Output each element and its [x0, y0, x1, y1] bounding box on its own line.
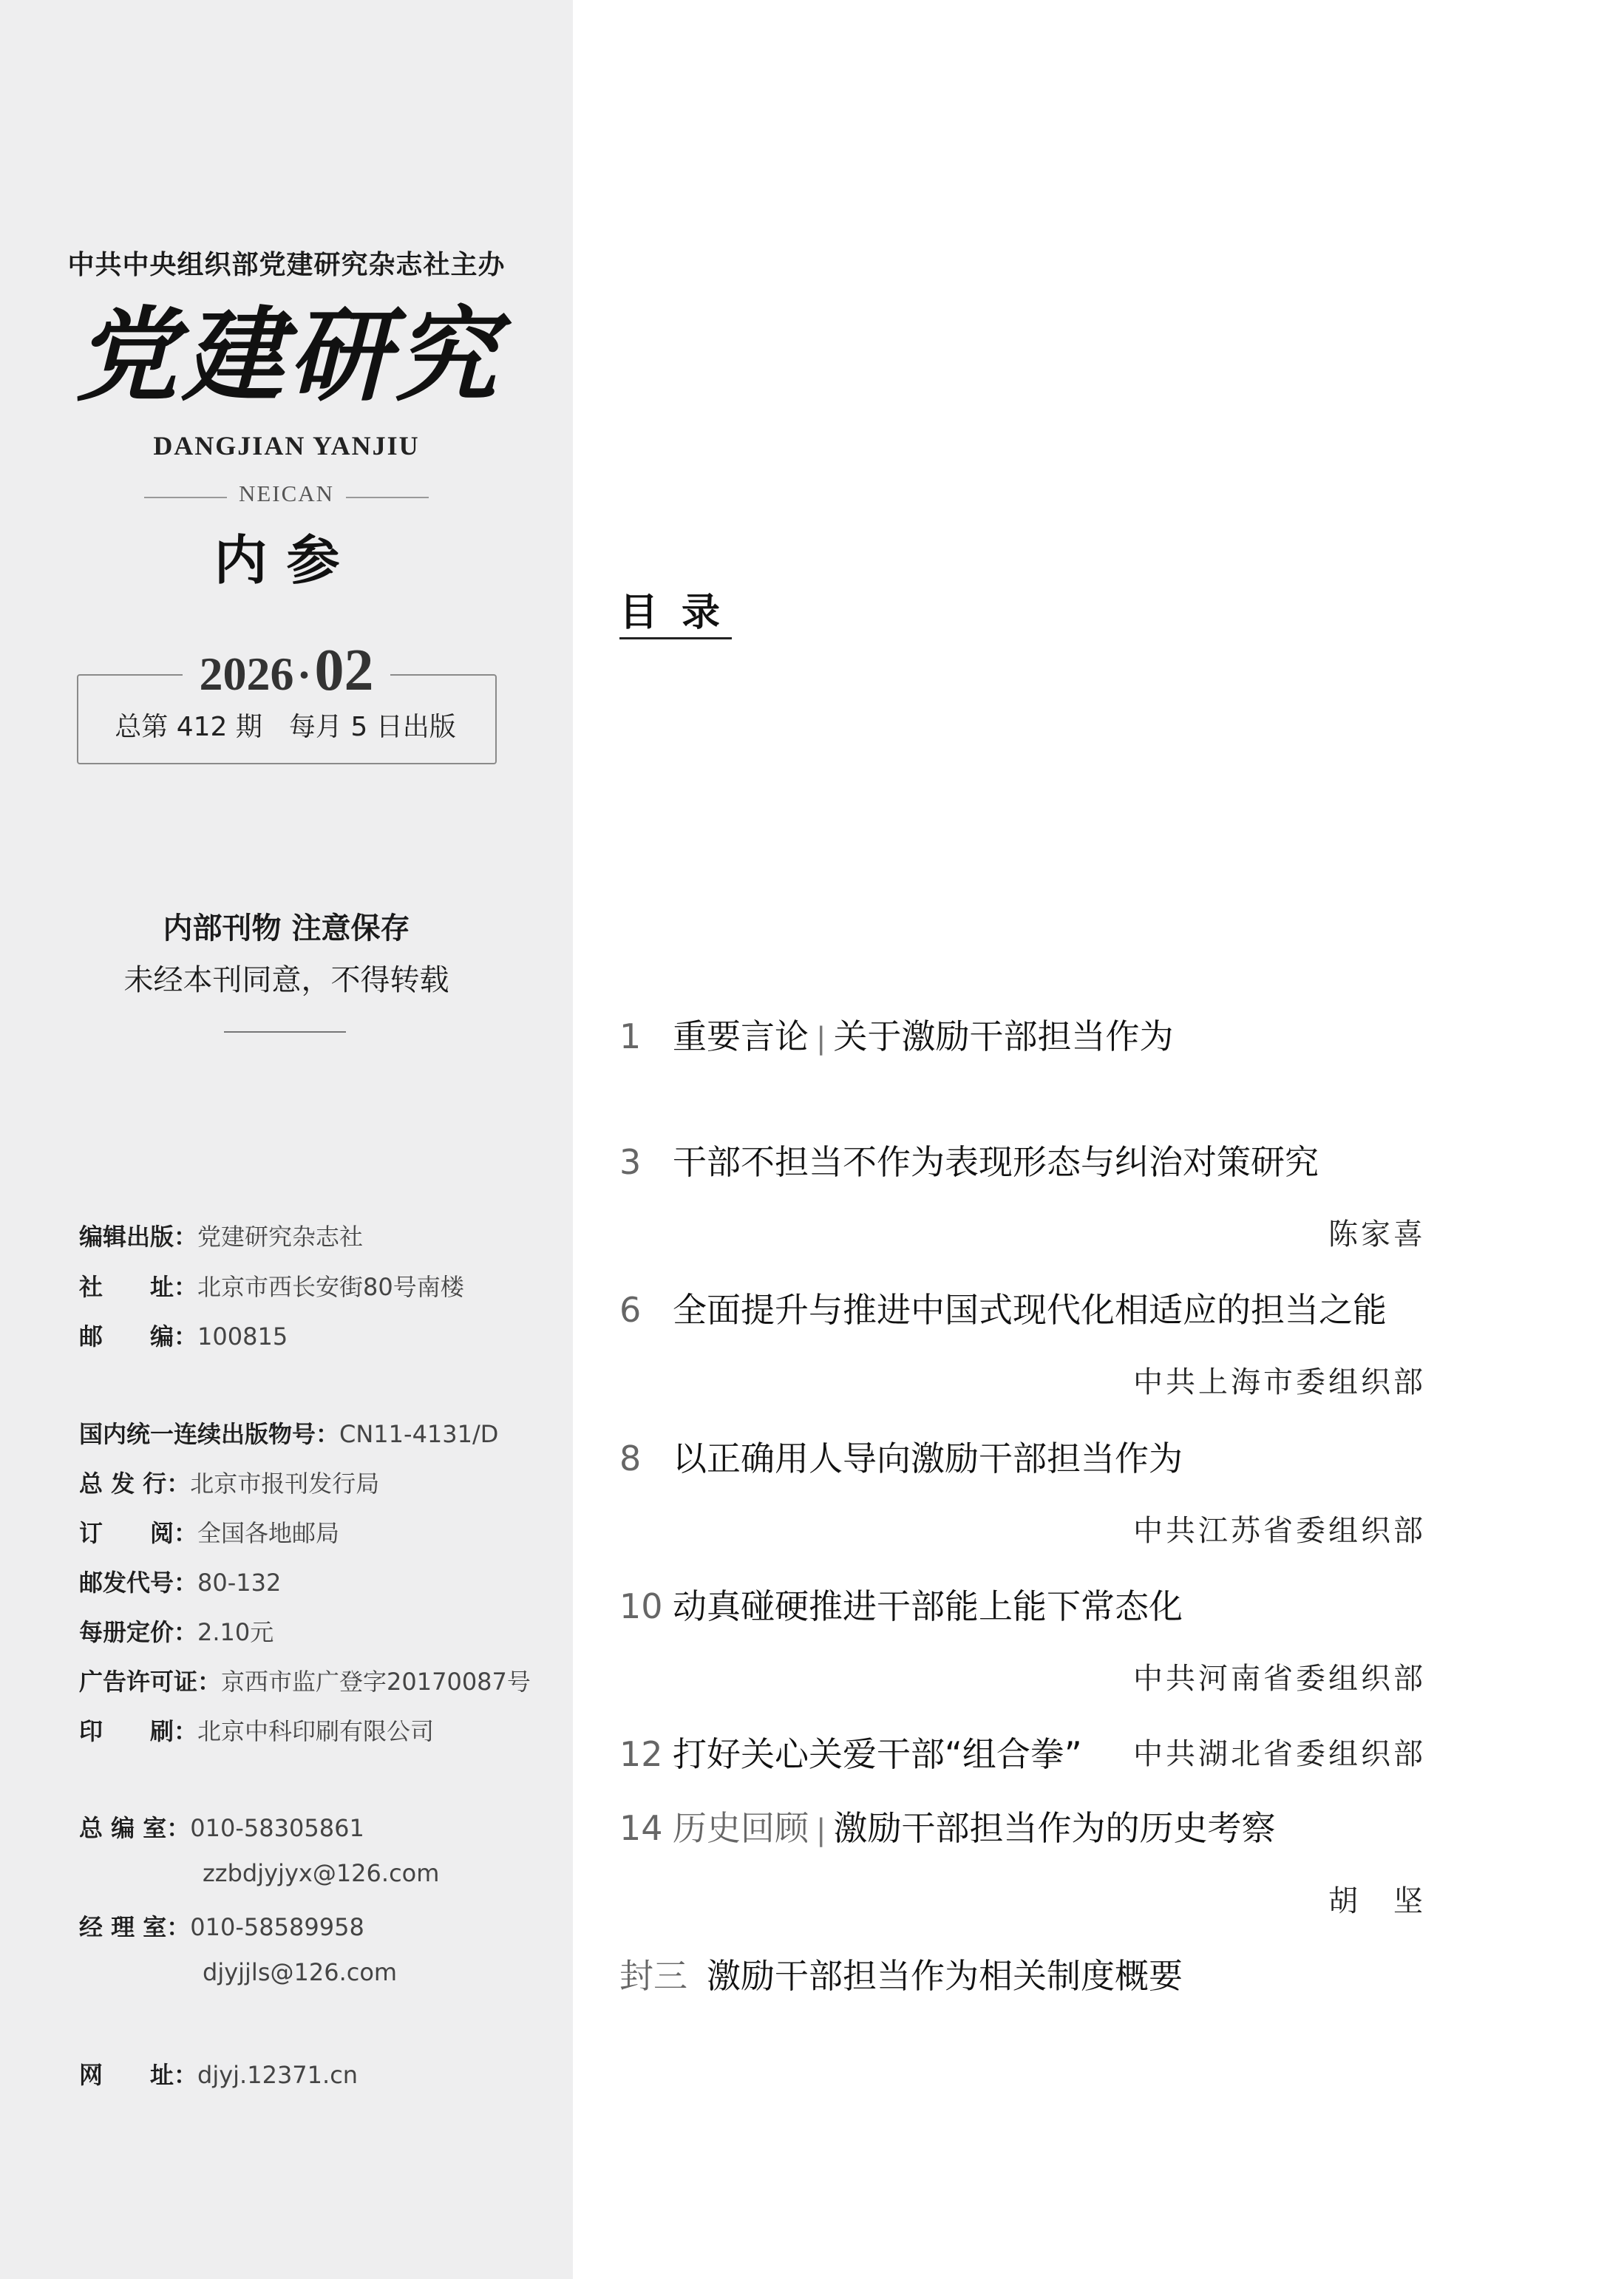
info-postal-code: 邮发代号：80-132: [79, 1569, 282, 1597]
notice-divider: [224, 1031, 346, 1033]
info-price: 每册定价：2.10元: [79, 1618, 274, 1646]
toc-author: 中共湖北省委组织部: [1133, 1737, 1426, 1771]
toc-author: 中共江苏省委组织部: [1133, 1514, 1426, 1548]
magazine-logo-pinyin: DANGJIAN YANJIU: [153, 431, 420, 461]
info-cn-number: 国内统一连续出版物号：CN11-4131/D: [79, 1420, 499, 1448]
toc-title-underline: [619, 637, 732, 639]
info-editor: 编辑出版：党建研究杂志社: [79, 1223, 364, 1251]
toc-author: 中共上海市委组织部: [1133, 1365, 1426, 1399]
toc-entry-title: 干部不担当不作为表现形态与纠治对策研究: [673, 1142, 1319, 1182]
notice-internal: 内部刊物 注意保存: [163, 911, 410, 945]
toc-entry-title: 打好关心关爱干部“组合拳”: [673, 1734, 1082, 1774]
toc-author: 胡 坚: [1328, 1884, 1426, 1918]
info-printer: 印 刷：北京中科印刷有限公司: [79, 1717, 435, 1745]
toc-entry-title: 动真碰硬推进干部能上能下常态化: [673, 1586, 1183, 1626]
info-postcode: 邮 编：100815: [79, 1322, 288, 1351]
neican-english: NEICAN: [238, 480, 335, 506]
issue-number: [0, 637, 573, 704]
toc-category: 重要言论: [673, 1016, 809, 1056]
info-ad-license: 广告许可证：京西市监广登字20170087号: [79, 1668, 531, 1696]
notice-copyright: 未经本刊同意，不得转载: [123, 963, 449, 997]
neican-chinese: 内参: [214, 529, 359, 591]
toc-title: 目录: [619, 591, 744, 635]
info-website: 网 址：djyj.12371.cn: [79, 2061, 359, 2089]
info-address: 社 址：北京市西长安街80号南楼: [79, 1273, 464, 1301]
toc-entry[interactable]: [619, 1949, 1183, 1998]
toc-author: 中共河南省委组织部: [1133, 1662, 1426, 1696]
toc-author: 陈家喜: [1328, 1217, 1426, 1251]
toc-entry[interactable]: [619, 1580, 1183, 1628]
toc-page-number: 6: [619, 1290, 642, 1330]
toc-entry[interactable]: [619, 1728, 1082, 1776]
toc-page-number: 8: [619, 1439, 642, 1478]
toc-entry-title: 全面提升与推进中国式现代化相适应的担当之能: [673, 1290, 1387, 1330]
info-manager-email: djyjjls@126.com: [203, 1958, 398, 1986]
toc-page-number: 12: [619, 1734, 663, 1774]
neican-banner: [144, 480, 429, 513]
toc-page-number: 3: [619, 1142, 642, 1182]
issue-year: 2026: [199, 648, 294, 700]
toc-page-number: 14: [619, 1808, 663, 1848]
info-chief-email: zzbdjyjyx@126.com: [203, 1859, 440, 1887]
toc-entry-title: 激励干部担当作为相关制度概要: [707, 1956, 1183, 1996]
toc-entry-title: 以正确用人导向激励干部担当作为: [673, 1439, 1183, 1478]
magazine-logo: 党建研究: [75, 295, 501, 415]
toc-category: 历史回顾: [673, 1808, 809, 1848]
toc-entry[interactable]: [619, 1432, 1183, 1481]
toc-page-number: 封三: [619, 1956, 687, 1996]
issue-no: 02: [314, 638, 374, 703]
toc-page-number: 10: [619, 1586, 663, 1626]
toc-page-number: 1: [619, 1016, 642, 1056]
issue-subtitle: 总第 412 期 每月 5 日出版: [115, 712, 456, 742]
toc-entry[interactable]: [619, 1283, 1387, 1332]
toc-entry[interactable]: [619, 1135, 1319, 1184]
divider-right: [346, 497, 429, 498]
info-subscription: 订 阅：全国各地邮局: [79, 1519, 340, 1547]
issue-dot: ·: [296, 651, 312, 699]
toc-entry[interactable]: 1 重要言论 | 关于激励干部担当作为: [619, 1016, 1174, 1056]
info-distribution: 总 发 行：北京市报刊发行局: [79, 1470, 380, 1498]
toc-entry[interactable]: 14 历史回顾 | 激励干部担当作为的历史考察: [619, 1808, 1276, 1848]
info-chief-office: 总 编 室：010-58305861: [79, 1814, 364, 1842]
sponsor-line: 中共中央组织部党建研究杂志社主办: [67, 250, 506, 280]
toc-entry-title: 关于激励干部担当作为: [833, 1016, 1174, 1056]
info-manager-office: 经 理 室：010-58589958: [79, 1913, 364, 1941]
toc-entry-title: 激励干部担当作为的历史考察: [833, 1808, 1276, 1848]
